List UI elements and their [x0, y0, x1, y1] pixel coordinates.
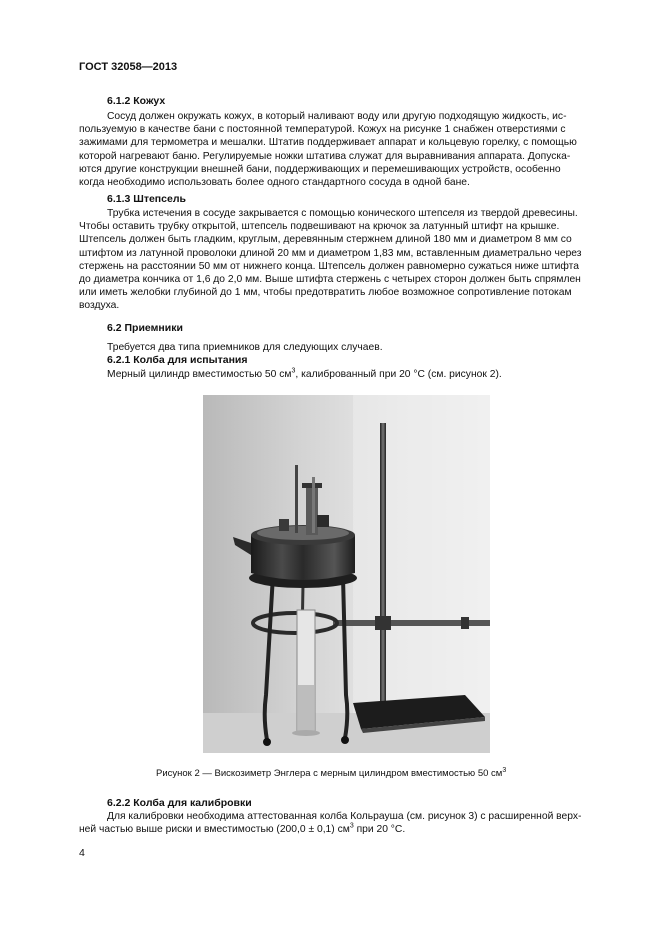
text-line: Трубка истечения в сосуде закрывается с помощью конического штепселя из твердой древесины.	[107, 208, 578, 219]
heading-6-2-2: 6.2.2 Колба для калибровки	[107, 797, 252, 809]
text-line: которой нагревают баню. Регулируемые ножки штатива служат для выравнивания аппарата. Допуска-	[79, 150, 571, 162]
paragraph-6-2-1	[107, 368, 502, 381]
heading-6-1-3: 6.1.3 Штепсель	[107, 193, 186, 205]
text-line: до диаметра кончика от 1,6 до 2,0 мм. Выше штифта стержень с четырех сторон должен быть спрямлен	[79, 274, 581, 286]
text-line: воздуха.	[79, 300, 120, 312]
text-line: стержень на расстоянии 50 мм от нижнего конца. Штепсель должен равномерно сужаться ниже штифта	[79, 260, 579, 272]
page-number: 4	[79, 847, 85, 859]
stand-rod	[380, 423, 386, 708]
text-line: ются другие конструкции внешней бани, поддерживающих и перемешивающих устройств, особенно	[79, 163, 561, 175]
superscript: 3	[291, 367, 296, 375]
figure-2-photo	[203, 395, 490, 753]
figure-caption	[156, 768, 506, 779]
text-line: когда необходимо использовать более одного стандартного сосуда в одной бане.	[79, 177, 470, 189]
paragraph-6-1-3	[79, 207, 614, 313]
document-header: ГОСТ 32058—2013	[79, 61, 178, 73]
superscript: 3	[349, 822, 354, 830]
superscript: 3	[502, 766, 507, 774]
text-line: штифтом из латунной проволоки длиной 20 мм и диаметром 1,83 мм, вставленным диаметрально через	[79, 247, 582, 259]
thermometer	[295, 465, 298, 533]
paragraph-6-2: Требуется два типа приемников для следующих случаев.	[107, 342, 383, 353]
text-run: Мерный цилиндр вместимостью 50 см	[107, 369, 292, 380]
paragraph-6-2-2	[79, 810, 614, 836]
caption-text: Рисунок 2 — Вискозиметр Энглера с мерным цилиндром вместимостью 50 см	[156, 768, 503, 779]
text-line: Чтобы оставить трубку открытой, штепсель подвешивают на крючок за латунный штифт на крышке.	[79, 221, 560, 233]
text-run: при 20 °С.	[353, 824, 406, 836]
text-run: ней частью выше риски и вместимостью (200,0 ± 0,1) см	[79, 824, 350, 836]
text-line: пользуемую в качестве бани с постоянной температурой. Кожух на рисунке 1 снабжен отверстиями с	[79, 124, 566, 136]
text-line: Штепсель должен быть гладким, круглым, деревянным стержнем длиной 180 мм и диаметром 8 мм со	[79, 234, 572, 246]
text-line: или иметь желобки глубиной до 1 мм, чтобы предотвратить любое возможное сопротивление потокам	[79, 287, 572, 299]
heading-6-1-2: 6.1.2 Кожух	[107, 95, 166, 107]
text-line: зажимами для термометра и мешалки. Штатив поддерживает аппарат и кольцевую горелку, с помощью	[79, 137, 577, 149]
paragraph-6-1-2	[79, 110, 614, 189]
heading-6-2-1: 6.2.1 Колба для испытания	[107, 354, 248, 366]
text-line: Сосуд должен окружать кожух, в который наливают воду или другую подходящую жидкость, ис-	[107, 111, 567, 122]
engler-viscometer-illustration	[203, 395, 490, 753]
text-run: , калиброванный при 20 °С (см. рисунок 2).	[295, 369, 502, 380]
text-line	[79, 823, 614, 836]
heading-6-2: 6.2 Приемники	[107, 322, 183, 334]
text-line: Для калибровки необходима аттестованная колба Кольрауша (см. рисунок 3) с расширенной верх-	[107, 811, 582, 822]
